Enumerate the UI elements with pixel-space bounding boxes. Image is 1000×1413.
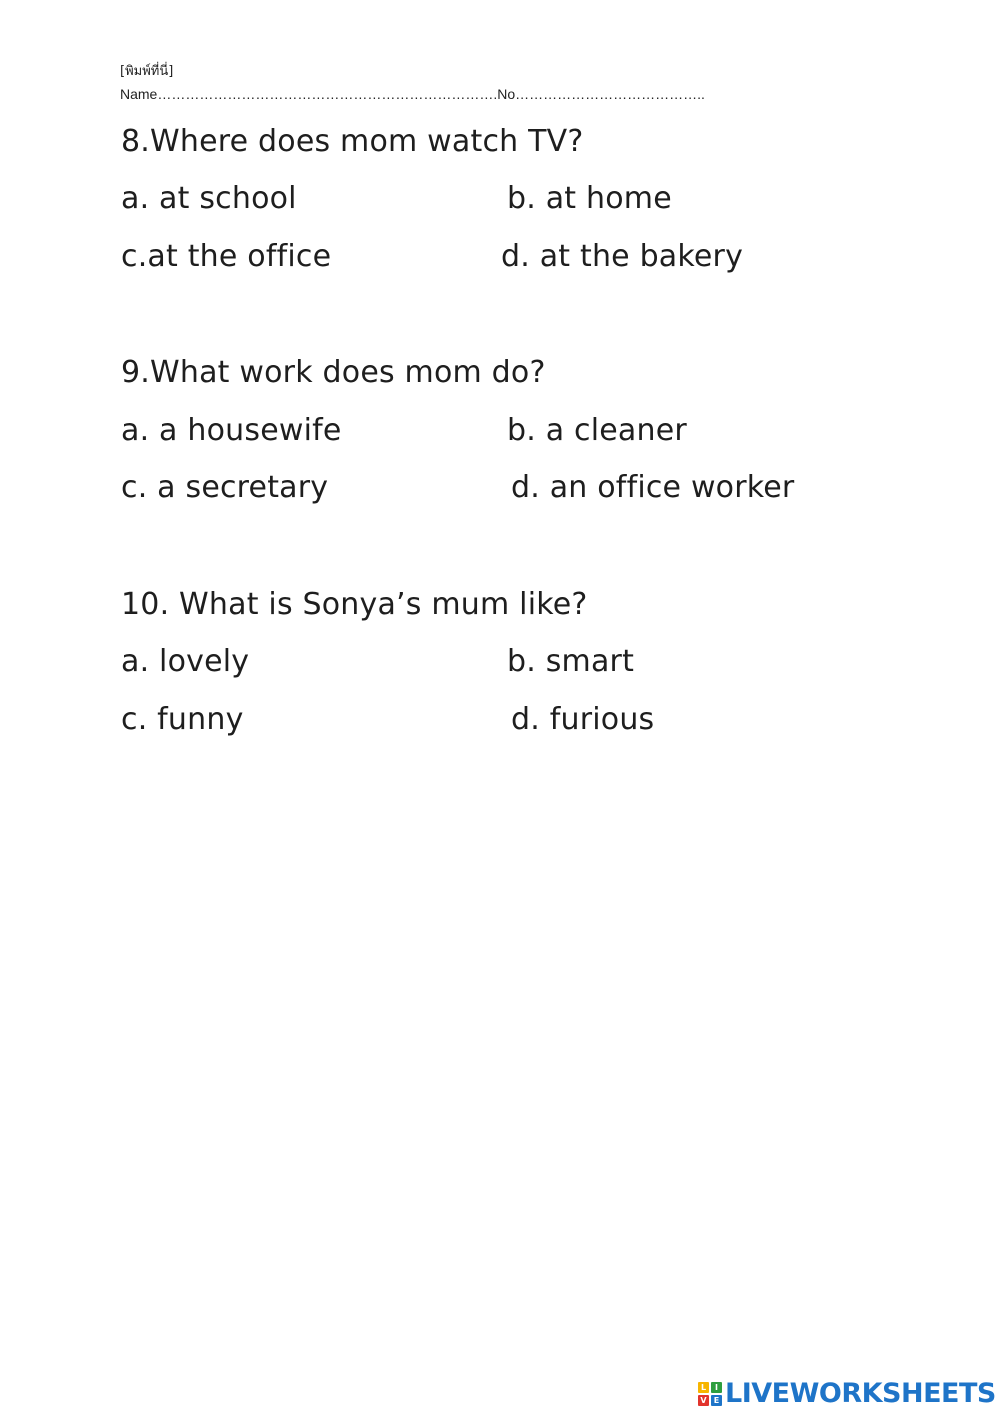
liveworksheets-mark-icon (698, 1382, 722, 1406)
question-8-option-c: c.at the office (121, 239, 332, 274)
question-8-option-d: d. at the bakery (501, 239, 744, 274)
logo-mark-l: L (698, 1382, 709, 1393)
question-9: 9.What work does mom do? (121, 355, 546, 390)
question-10-option-d: d. furious (511, 702, 655, 737)
question-8-option-b: b. at home (507, 181, 672, 216)
question-10-option-a: a. lovely (121, 644, 250, 679)
question-9-option-c: c. a secretary (121, 470, 329, 505)
name-number-line: Name……………………………………………………………….No………………………………….. (120, 86, 705, 102)
liveworksheets-logo (698, 1378, 996, 1409)
logo-mark-e: E (711, 1395, 722, 1406)
question-10-option-c: c. funny (121, 702, 244, 737)
question-9-option-d: d. an office worker (511, 470, 795, 505)
question-8-option-a: a. at school (121, 181, 297, 216)
logo-mark-v: V (698, 1395, 709, 1406)
question-10: 10. What is Sonya’s mum like? (121, 587, 588, 622)
liveworksheets-wordmark: LIVEWORKSHEETS (725, 1378, 996, 1409)
question-8: 8.Where does mom watch TV? (121, 124, 584, 159)
question-10-option-b: b. smart (507, 644, 635, 679)
question-9-option-a: a. a housewife (121, 413, 342, 448)
logo-mark-i: I (711, 1382, 722, 1393)
print-here-label: [พิมพ์ที่นี่] (120, 64, 174, 79)
question-9-option-b: b. a cleaner (507, 413, 687, 448)
